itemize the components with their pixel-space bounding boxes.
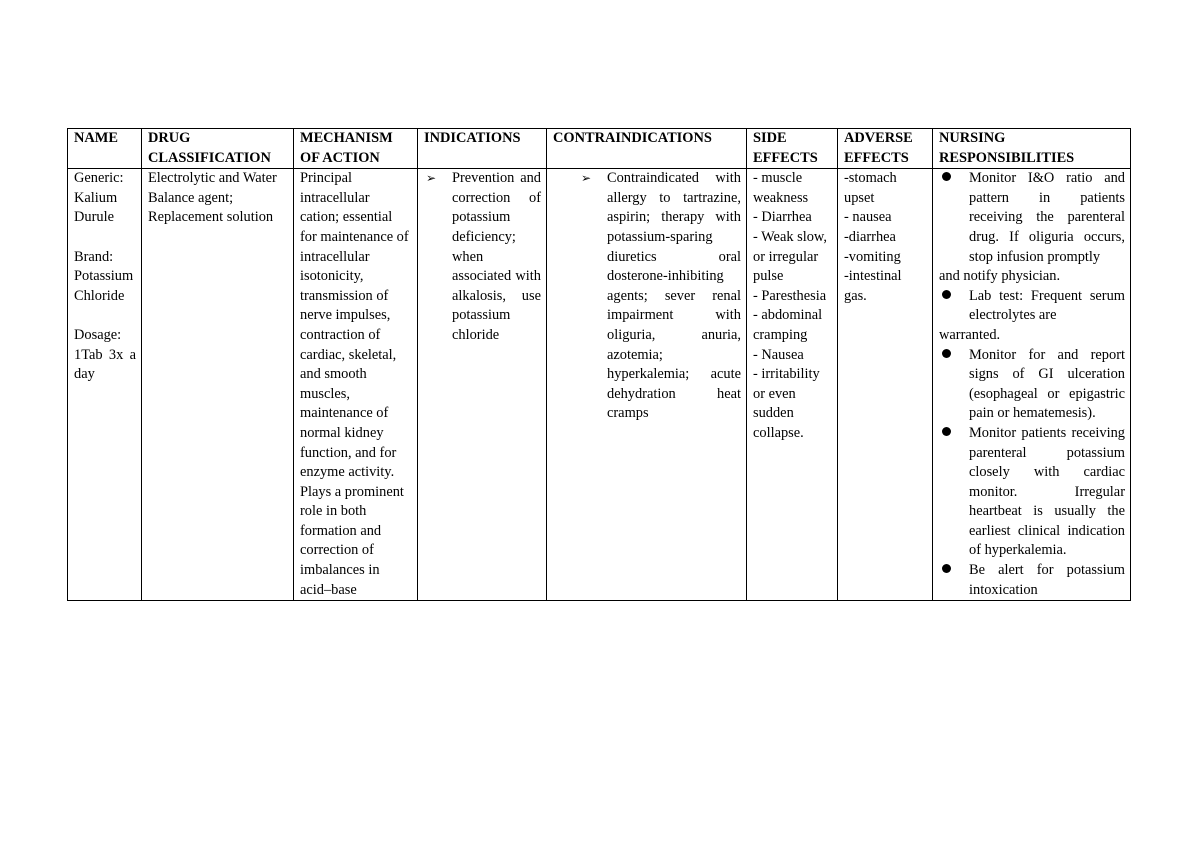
side-effect-item: - Diarrhea xyxy=(753,209,812,226)
side-effect-item: - muscle weakness xyxy=(753,170,809,206)
generic-label: Generic: xyxy=(74,170,124,187)
nursing-item: Monitor I&O ratio and pattern in patients receiving the parenteral drug. If oliguria occurs, stop infusion promptly xyxy=(939,169,1125,267)
brand-name: Potassium Chloride xyxy=(74,268,134,304)
contraindications-cell xyxy=(547,169,747,601)
name-cell xyxy=(68,169,142,601)
drug-study-table xyxy=(67,128,1131,601)
bullet-dot-icon xyxy=(942,427,951,436)
nursing-cell xyxy=(933,169,1131,601)
adverse-effect-item: - nausea xyxy=(844,209,892,226)
header-indications: INDICATIONS xyxy=(418,129,547,169)
nursing-item: Lab test: Frequent serum electrolytes are xyxy=(939,287,1125,326)
header-nursing: NURSING RESPONSIBILITIES xyxy=(933,129,1131,169)
dosage-label: Dosage: xyxy=(74,326,122,343)
side-effect-item: - Nausea xyxy=(753,346,804,363)
adverse-effect-item: -stomach upset xyxy=(844,170,897,206)
arrow-bullet-icon: ➢ xyxy=(581,171,592,186)
nursing-item: Monitor for and report signs of GI ulceration (esophageal or epigastric pain or hematemesis). xyxy=(939,346,1125,424)
generic-name: Kalium Durule xyxy=(74,189,118,226)
indications-cell xyxy=(418,169,547,601)
brand-label: Brand: xyxy=(74,248,114,265)
side-effect-item: - irritability or even sudden collapse. xyxy=(753,366,820,441)
header-contraindications: CONTRAINDICATIONS xyxy=(547,129,747,169)
nursing-item: Monitor patients receiving parenteral potassium closely with cardiac monitor. Irregular heartbeat is usually the earliest clinical indication of hyperkalemia. xyxy=(939,424,1125,561)
side-effect-item: - Weak slow, or irregular pulse xyxy=(753,228,827,285)
adverse-effect-item: -intestinal gas. xyxy=(844,268,902,304)
nursing-continuation: and notify physician. xyxy=(939,268,1061,285)
classification-cell: Electrolytic and Water Balance agent; Replacement solution xyxy=(142,169,294,601)
nursing-item: Be alert for potassium intoxication xyxy=(939,561,1125,600)
header-name: NAME xyxy=(68,129,142,169)
dosage-value: 1Tab 3x a day xyxy=(74,346,136,383)
indication-text: Prevention and correction of potassium deficiency; when associated with alkalosis, use potassium chloride xyxy=(452,170,541,343)
bullet-dot-icon xyxy=(942,349,951,358)
header-classification: DRUG CLASSIFICATION xyxy=(142,129,294,169)
mechanism-cell: Principal intracellular cation; essential for maintenance of intracellular isotonicity, transmission of nerve impulses, contraction of cardiac, skeletal, and smooth muscles, maintenance of normal kidney function, and for enzyme activity. Plays a prominent role in both formation and correction of imbalances in acid–base xyxy=(294,169,418,601)
header-row xyxy=(68,129,1131,169)
header-mechanism: MECHANISM OF ACTION xyxy=(294,129,418,169)
adverse-effects-cell xyxy=(838,169,933,601)
side-effect-item: - abdominal cramping xyxy=(753,307,823,343)
adverse-effect-item: -diarrhea xyxy=(844,228,896,245)
drug-row xyxy=(68,169,1131,601)
nursing-continuation: warranted. xyxy=(939,326,1001,343)
bullet-dot-icon xyxy=(942,172,951,181)
side-effects-cell xyxy=(747,169,838,601)
arrow-bullet-icon: ➢ xyxy=(426,171,437,186)
header-adverse-effects: ADVERSE EFFECTS xyxy=(838,129,933,169)
bullet-dot-icon xyxy=(942,290,951,299)
header-side-effects: SIDE EFFECTS xyxy=(747,129,838,169)
side-effect-item: - Paresthesia xyxy=(753,287,827,304)
contraindication-text: Contraindicated with allergy to tartrazine, aspirin; therapy with potassium-sparing diuretics oral dosterone-inhibiting agents; sever renal impairment with oliguria, anuria, azotemia; hyperkalemia; acute dehydration heat cramps xyxy=(607,170,741,422)
adverse-effect-item: -vomiting xyxy=(844,248,901,265)
bullet-dot-icon xyxy=(942,564,951,573)
